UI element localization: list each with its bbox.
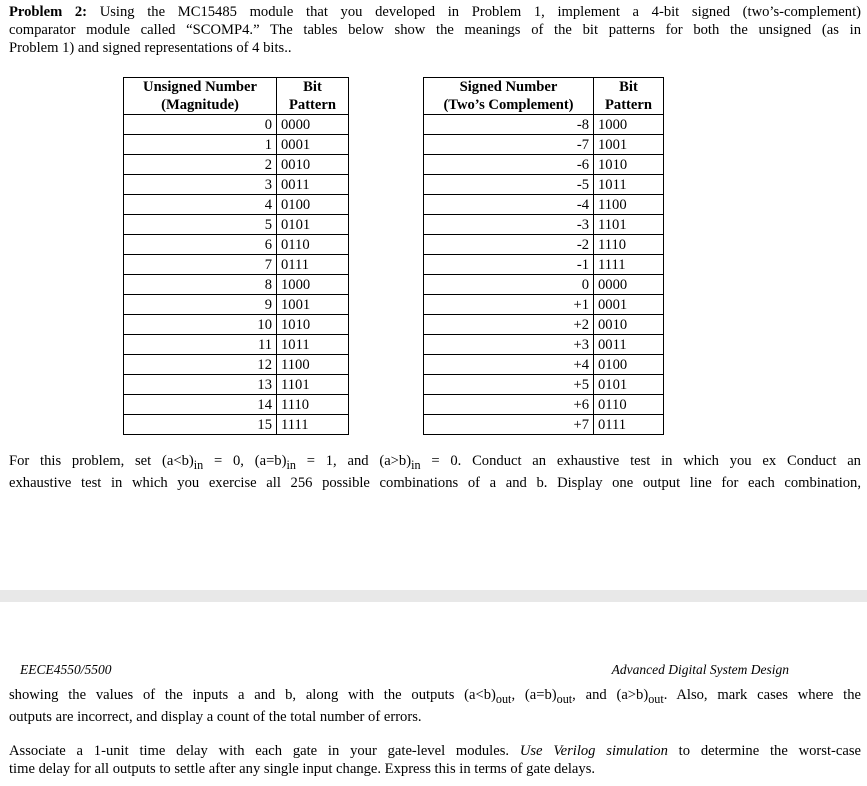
signed-number-cell: +3 — [424, 335, 594, 355]
signed-pattern-cell: 0101 — [594, 375, 664, 395]
page-break — [0, 590, 867, 602]
unsigned-table-body — [124, 115, 349, 435]
document-page-2 — [0, 602, 867, 786]
signed-number-cell: -6 — [424, 155, 594, 175]
signed-number-cell: -4 — [424, 195, 594, 215]
delay-instructions-line-2: time delay for all outputs to settle after any single input change. Express this in terms of gate delays. — [9, 761, 596, 777]
signed-number-cell: -3 — [424, 215, 594, 235]
signed-row — [424, 295, 664, 315]
unsigned-number-cell: 4 — [124, 195, 277, 215]
unsigned-pattern-cell: 0110 — [277, 235, 349, 255]
signed-row — [424, 355, 664, 375]
delay-instructions-line-1: Associate a 1-unit time delay with each gate in your gate-level modules. Use Verilog simulation to determine the worst-case — [9, 743, 861, 759]
unsigned-pattern-cell: 1010 — [277, 315, 349, 335]
output-instructions-line-2: outputs are incorrect, and display a count of the total number of errors. — [9, 708, 422, 725]
signed-row — [424, 215, 664, 235]
unsigned-table — [123, 77, 349, 435]
signed-row — [424, 115, 664, 135]
signed-number-cell: +6 — [424, 395, 594, 415]
unsigned-number-cell: 8 — [124, 275, 277, 295]
unsigned-pattern-cell: 0100 — [277, 195, 349, 215]
unsigned-number-cell: 1 — [124, 135, 277, 155]
signed-row — [424, 375, 664, 395]
unsigned-row — [124, 415, 349, 435]
signed-number-cell: +5 — [424, 375, 594, 395]
unsigned-pattern-cell: 0001 — [277, 135, 349, 155]
unsigned-pattern-cell: 1001 — [277, 295, 349, 315]
signed-row — [424, 155, 664, 175]
unsigned-row — [124, 315, 349, 335]
signed-pattern-cell: 0100 — [594, 355, 664, 375]
signed-header-pattern: Bit Pattern — [594, 78, 664, 115]
unsigned-number-cell: 13 — [124, 375, 277, 395]
unsigned-number-cell: 2 — [124, 155, 277, 175]
signed-number-cell: +2 — [424, 315, 594, 335]
unsigned-row — [124, 295, 349, 315]
signed-row — [424, 335, 664, 355]
problem-intro — [9, 3, 861, 57]
signed-pattern-cell: 0000 — [594, 275, 664, 295]
signed-number-cell: 0 — [424, 275, 594, 295]
unsigned-row — [124, 255, 349, 275]
unsigned-number-cell: 5 — [124, 215, 277, 235]
signed-row — [424, 135, 664, 155]
intro-line-1: Using the MC15485 module that you developed in Problem 1, implement a 4-bit signed (two’s-complement) — [99, 4, 861, 20]
signed-pattern-cell: 1001 — [594, 135, 664, 155]
unsigned-number-cell: 7 — [124, 255, 277, 275]
signed-number-cell: -7 — [424, 135, 594, 155]
unsigned-header-pattern: Bit Pattern — [277, 78, 349, 115]
unsigned-header-number: Unsigned Number (Magnitude) — [124, 78, 277, 115]
signed-pattern-cell: 0110 — [594, 395, 664, 415]
signed-row — [424, 395, 664, 415]
unsigned-number-cell: 14 — [124, 395, 277, 415]
unsigned-pattern-cell: 0011 — [277, 175, 349, 195]
signed-pattern-cell: 1100 — [594, 195, 664, 215]
unsigned-pattern-cell: 1111 — [277, 415, 349, 435]
signed-number-cell: -1 — [424, 255, 594, 275]
signed-pattern-cell: 1011 — [594, 175, 664, 195]
signed-number-cell: +4 — [424, 355, 594, 375]
unsigned-row — [124, 235, 349, 255]
output-instructions — [9, 686, 861, 726]
signed-header-number: Signed Number (Two’s Complement) — [424, 78, 594, 115]
unsigned-pattern-cell: 1110 — [277, 395, 349, 415]
unsigned-number-cell: 15 — [124, 415, 277, 435]
unsigned-number-cell: 9 — [124, 295, 277, 315]
signed-row — [424, 315, 664, 335]
signed-table-body — [424, 115, 664, 435]
unsigned-row — [124, 175, 349, 195]
unsigned-pattern-cell: 1100 — [277, 355, 349, 375]
unsigned-number-cell: 10 — [124, 315, 277, 335]
signed-pattern-cell: 1010 — [594, 155, 664, 175]
signed-row — [424, 255, 664, 275]
intro-line-2: comparator module called “SCOMP4.” The tables below show the meanings of the bit patterns for both the unsigned (as in — [9, 22, 861, 38]
unsigned-pattern-cell: 1000 — [277, 275, 349, 295]
unsigned-row — [124, 195, 349, 215]
delay-instructions — [9, 742, 861, 778]
course-title-header: Advanced Digital System Design — [611, 662, 789, 677]
unsigned-number-cell: 11 — [124, 335, 277, 355]
unsigned-pattern-cell: 0111 — [277, 255, 349, 275]
signed-pattern-cell: 0111 — [594, 415, 664, 435]
unsigned-row — [124, 375, 349, 395]
unsigned-number-cell: 3 — [124, 175, 277, 195]
signed-pattern-cell: 1111 — [594, 255, 664, 275]
signed-row — [424, 275, 664, 295]
signed-table — [423, 77, 664, 435]
signed-pattern-cell: 1101 — [594, 215, 664, 235]
intro-line-3: Problem 1) and signed representations of 4 bits.. — [9, 40, 292, 56]
unsigned-row — [124, 275, 349, 295]
signed-pattern-cell: 0011 — [594, 335, 664, 355]
signed-row — [424, 235, 664, 255]
unsigned-pattern-cell: 0000 — [277, 115, 349, 135]
output-instructions-line-1: showing the values of the inputs a and b, along with the outputs $(a<b)_{out}$, $(a=b)_{out}$, and $(a>b)_{out}$. Also, mark cases where the — [9, 687, 861, 706]
signed-row — [424, 195, 664, 215]
signed-row — [424, 175, 664, 195]
signed-row — [424, 415, 664, 435]
unsigned-number-cell: 0 — [124, 115, 277, 135]
unsigned-number-cell: 6 — [124, 235, 277, 255]
unsigned-pattern-cell: 1011 — [277, 335, 349, 355]
unsigned-pattern-cell: 0010 — [277, 155, 349, 175]
signed-pattern-cell: 0010 — [594, 315, 664, 335]
unsigned-row — [124, 135, 349, 155]
unsigned-row — [124, 155, 349, 175]
signed-number-cell: -5 — [424, 175, 594, 195]
test-instructions-line-2: exhaustive test in which you exercise all 256 possible combinations of a and b. Display one output line for each combination, — [9, 474, 861, 491]
signed-pattern-cell: 1000 — [594, 115, 664, 135]
problem-label: Problem 2: — [9, 4, 88, 20]
course-code-header: EECE4550/5500 — [20, 662, 112, 677]
unsigned-row — [124, 215, 349, 235]
signed-number-cell: -2 — [424, 235, 594, 255]
test-instructions — [9, 452, 861, 492]
unsigned-pattern-cell: 1101 — [277, 375, 349, 395]
signed-number-cell: -8 — [424, 115, 594, 135]
unsigned-row — [124, 395, 349, 415]
unsigned-number-cell: 12 — [124, 355, 277, 375]
unsigned-pattern-cell: 0101 — [277, 215, 349, 235]
signed-number-cell: +1 — [424, 295, 594, 315]
unsigned-row — [124, 335, 349, 355]
signed-number-cell: +7 — [424, 415, 594, 435]
signed-pattern-cell: 0001 — [594, 295, 664, 315]
unsigned-row — [124, 355, 349, 375]
test-instructions-line-1: For this problem, set $(a<b)_{in} = 0$, $(a=b)_{in} = 1$, and $(a>b)_{in} = 0$. Conduct an exhaustive test in which you ex Conduct an — [9, 453, 861, 472]
signed-pattern-cell: 1110 — [594, 235, 664, 255]
unsigned-row — [124, 115, 349, 135]
